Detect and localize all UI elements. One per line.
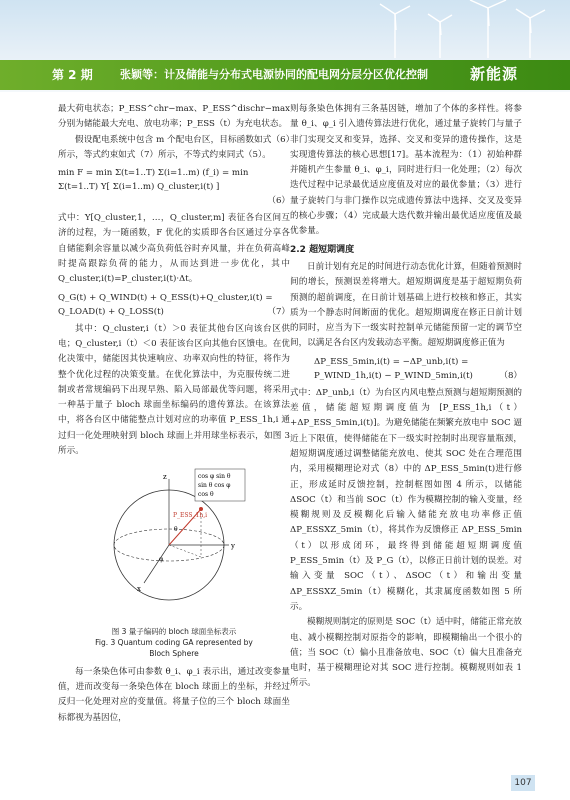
figure-caption: [58, 626, 290, 659]
equation-6: [58, 166, 290, 208]
issue-number: 第 2 期: [52, 68, 93, 82]
bloch-sphere-diagram: [99, 465, 249, 615]
axis-label: z: [163, 473, 167, 482]
vector-label: P_ESS_1h,i: [173, 512, 208, 520]
coord-label: sin θ cos φ: [198, 482, 231, 490]
equation-8: [290, 355, 522, 383]
angle-label: θ: [174, 526, 178, 534]
equation-number: （7）: [267, 306, 290, 317]
paragraph: 则每条染色体拥有三条基因链，增加了个体的多样性。将参量 θ_i、φ_i 引入遗传算法进行优化，通过量子旋转门与量子非门实现交叉和变异，选择、交叉和变异的遗传操作，这是实现遗传算法的核心思想[17]。基本流程为：（1）初始种群并随机产生参量 θ_i、φ_i，同时进行归一化处理；（2）每次迭代过程中记录最优适应度值及对应的最优参量；（3）进行量子旋转门与非门操作以完成遗传算法中选择、交叉及变异的核心步骤；（4）完成最大迭代数并输出最优适应度值及最优参量。: [290, 104, 522, 237]
paragraph: 日前计划有充足的时间进行动态优化计算，但随着预测时间的增长，预测误差将增大。超短期调度是基于超短期负荷预测的超前调度，在日前计划基础上进行校核和修正，其实质为一个静态时间断面的优化。超短期调度在修正日前计划的同时，应当为下一级实时控制单元储能预留一定的调节空间，以满足各台区内发载动态平衡。超短期调度修正值为: [290, 261, 522, 349]
coord-label: cos φ sin θ: [198, 473, 231, 481]
paragraph: 模糊规则制定的原则是 SOC（t）适中时，储能正常充放电、减小模糊控制对原指令的影响，即模糊输出一个很小的值；当 SOC（t）偏小且准备放电、SOC（t）偏大且准备充电时，基于模糊理论对其 SOC 进行控制。模糊规则如表 1 所示。: [290, 617, 522, 689]
right-column: [290, 102, 522, 692]
equation-line: Q_G(t) + Q_WIND(t) + Q_ESS(t)+Q_cluster,i(t) =: [58, 292, 273, 303]
equation-line: P_WIND_1h,i(t) − P_WIND_5min,i(t): [314, 370, 473, 381]
caption-en: Fig. 3 Quantum coding GA represented by: [95, 637, 253, 647]
equation-7: [58, 291, 290, 319]
equation-body: min F = min Σ(t=1..T) Σ(i=1..m) (f_i) = min Σ(t=1..T) Y[ Σ(i=1..m) Q_cluster,i(t) ]: [58, 168, 249, 193]
paragraph: 最大荷电状态；P_ESS^chr−max、P_ESS^dischr−max 分别为储能最大充电、放电功率；P_ESS（t）为充电状态。: [58, 104, 290, 130]
paragraph: 式中：Y[Q_cluster,1，…，Q_cluster,m] 表征各台区间互济的过程，为一随函数，F 优化的实质即各台区通过分享各自储能剩余容量以减少高负荷低谷时弃风量，并在负荷高峰时提高跟踪负荷的能力，从而达到进一步优化，其中 Q_cluster,i(t)=P_cluster,i(t)·Δt。: [58, 213, 290, 285]
paragraph: 其中：Q_cluster,i（t）＞0 表征其他台区向该台区供电；Q_cluster,i（t）＜0 表征该台区向其他台区馈电。在优化决策中，储能因其快速响应、功率双向性的特征，将作为整个优化过程的决策变量。在优化算法中，为克服传统二进制或者常规编码下出现早熟、陷入局部最优等问题，将采用一种基于量子 bloch 球面坐标编码的遗传算法。在该算法中，将各台区中储能整点计划对应的功率值 P_ESS_1h,i 通过归一化处理映射到 bloch 球面上并用球坐标表示，如图 3 所示。: [58, 323, 290, 457]
paragraph: 假设配电系统中包含 m 个配电台区，目标函数如式（6）所示，等式约束如式（7）所示，不等式约束同式（5）。: [58, 134, 290, 160]
paragraph: 每一条染色体可由参数 θ_i、φ_i 表示出，通过改变参量值，进而改变每一条染色体在 bloch 球面上的坐标，并经过反归一化处理对应的变量值。将量子位的三个 bloch 球面坐标都视为基因位，: [58, 666, 290, 723]
caption-cn: 图 3 量子编码的 bloch 球面坐标表示: [111, 626, 237, 636]
angle-label: φ: [159, 556, 164, 564]
running-title: 张颖等：计及储能与分布式电源协同的配电网分层分区优化控制: [120, 68, 428, 81]
axis-label: x: [137, 585, 141, 594]
equation-number: （6）: [267, 196, 290, 207]
caption-en: Bloch Sphere: [149, 648, 199, 658]
journal-brand: 新能源: [470, 65, 519, 83]
wind-turbine-illustration: [0, 0, 570, 62]
coord-label: cos θ: [198, 491, 214, 499]
paragraph: 式中：ΔP_unb,i（t）为台区内风电整点预测与超短期预测的差值，储能超短期调度值为 [P_ESS_1h,i（t）+ΔP_ESS_5min,i(t)]。为避免储能在频繁充放电中 SOC 逼近上下限值，使得储能在下一级实时控制时出现容量瓶颈，超短期调度通过调整储能充放电、使其 SOC 处在合理范围内，采用模糊理论对式（8）中的 ΔP_ESS_5min(t)进行修正，形成延时反馈控制，控制框图如图 4 所示，以储能 ΔSOC（t）和当前 SOC（t）作为模糊控制的输入变量，经模糊规则及反模糊化后输入储能充放电功率修正值 ΔP_ESSXZ_5min（t），将其作为反馈修正 ΔP_ESS_5min（t）以形成闭环，最终得到储能超短期调度值 P_ESS_5min（t）及 P_G（t），以修正日前计划的误差。对输入变量 SOC（t）、ΔSOC（t）和输出变量 ΔP_ESSXZ_5min（t）模糊化，其隶属度函数如图 5 所示。: [290, 387, 522, 612]
left-column: [58, 102, 290, 726]
equation-line: ΔP_ESS_5min,i(t) = −ΔP_unb,i(t) =: [314, 356, 469, 367]
journal-header: [0, 0, 570, 92]
equation-line: Q_LOAD(t) + Q_LOSS(t): [58, 306, 164, 317]
equation-number: （8）: [499, 370, 522, 381]
axis-label: y: [231, 542, 235, 551]
section-heading: 2.2 超短期调度: [290, 244, 355, 255]
page-number: 107: [511, 775, 535, 791]
figure-3: [58, 465, 290, 621]
